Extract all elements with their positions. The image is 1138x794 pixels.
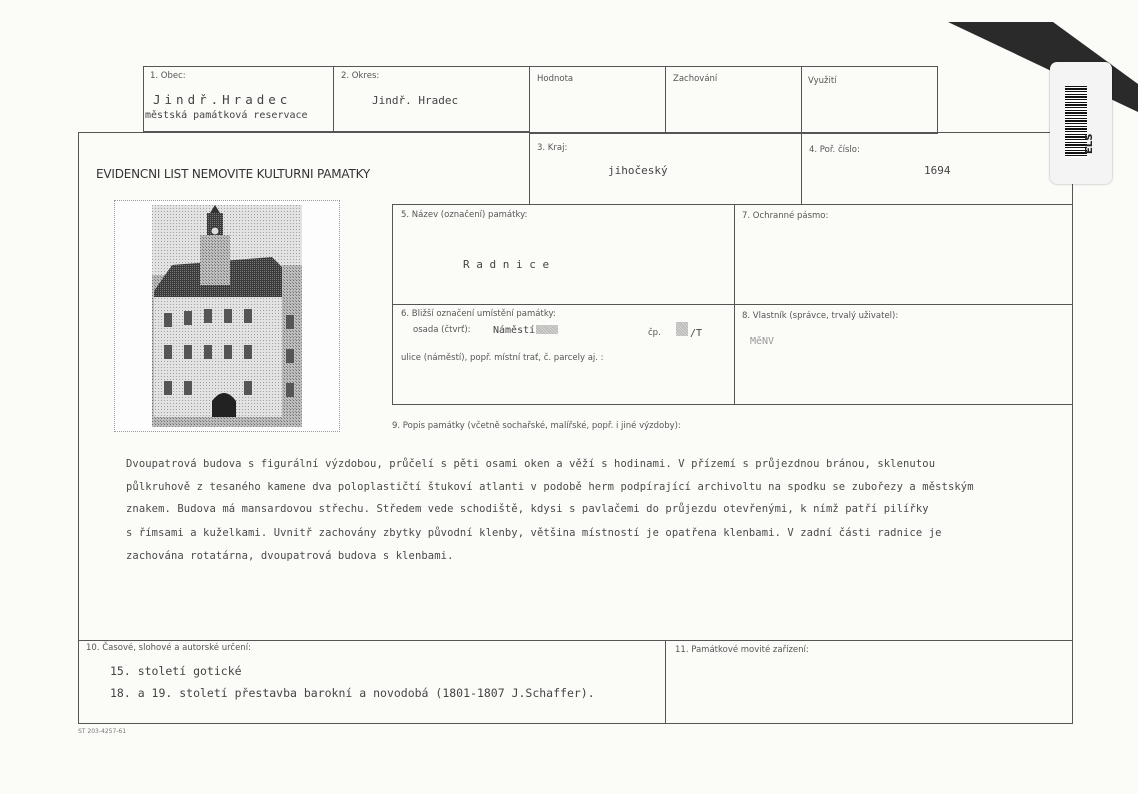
- redacted-mark: [536, 325, 558, 334]
- movite-zarizeni-label: 11. Památkové movité zařízení:: [675, 645, 809, 655]
- obec-value: Jindř.Hradec: [153, 92, 292, 107]
- ulice-label: ulice (náměstí), popř. místní trať, č. parcely aj. :: [401, 353, 604, 363]
- monument-photo-frame: [114, 200, 340, 432]
- obec-label: 1. Obec:: [150, 71, 186, 81]
- okres-value: Jindř. Hradec: [372, 94, 459, 107]
- popis-line: znakem. Budova má mansardovou střechu. Středem vede schodiště, kdysi s pavlačemi do průjezdu otevřenými, k nímž patří pilířky: [126, 503, 929, 515]
- nazev-label: 5. Název (označení) památky:: [401, 210, 528, 220]
- cp-label: čp.: [648, 328, 661, 338]
- popis-line: s římsami a kuželkami. Uvnitř zachovány zbytky původní klenby, většina místností je opatřena klenbami. V zadní části radnice je: [126, 527, 942, 539]
- vlastnik-label: 8. Vlastník (správce, trvalý uživatel):: [742, 311, 899, 321]
- kraj-label: 3. Kraj:: [537, 143, 568, 153]
- urceni-line: 18. a 19. století přestavba barokní a novodobá (1801-1807 J.Schaffer).: [110, 686, 595, 700]
- osada-value: Náměstí: [493, 325, 536, 336]
- urceni-label: 10. Časové, slohové a autorské určení:: [86, 643, 251, 653]
- kraj-value: jihočeský: [608, 164, 668, 177]
- popis-label: 9. Popis památky (včetně sochařské, malířské, popř. i jiné výzdoby):: [392, 421, 681, 431]
- popis-line: Dvoupatrová budova s figurální výzdobou, průčelí s pěti osami oken a věží s hodinami. V přízemí s průjezdnou bránou, sklenutou: [126, 458, 936, 470]
- popis-line: půlkruhově z tesaného kamene dva poloplastičtí štukoví atlanti v podobě herm podpírající archivoltu na spodku se zubořezy a městským: [126, 481, 974, 493]
- tag-label: ELS: [1084, 133, 1095, 154]
- town-hall-photo: [152, 205, 302, 427]
- urceni-line: 15. století gotické: [110, 664, 242, 678]
- obec-subvalue: městská památková reservace: [145, 110, 308, 121]
- zachovani-label: Zachování: [673, 74, 718, 84]
- form-title: EVIDENCNI LIST NEMOVITE KULTURNI PAMATKY: [96, 167, 371, 181]
- popis-line: zachována rotatárna, dvoupatrová budova s klenbami.: [126, 550, 454, 562]
- archive-tag: [1050, 62, 1112, 184]
- por-cislo-value: 1694: [924, 164, 951, 177]
- redacted-mark: [676, 322, 688, 336]
- nazev-value: R a d n i c e: [463, 258, 550, 271]
- vyuziti-label: Využití: [808, 76, 837, 86]
- osada-label: osada (čtvrť):: [413, 325, 471, 335]
- okres-label: 2. Okres:: [341, 71, 380, 81]
- vlastnik-value: MěNV: [750, 336, 775, 347]
- umisteni-label: 6. Bližší označení umístění památky:: [401, 309, 556, 319]
- form-code: ST 203-4257-61: [78, 728, 127, 735]
- cp-value: /T: [690, 328, 703, 339]
- por-cislo-label: 4. Poř. číslo:: [809, 145, 860, 155]
- ochranne-pasmo-label: 7. Ochranné pásmo:: [742, 211, 829, 221]
- hodnota-label: Hodnota: [537, 74, 574, 84]
